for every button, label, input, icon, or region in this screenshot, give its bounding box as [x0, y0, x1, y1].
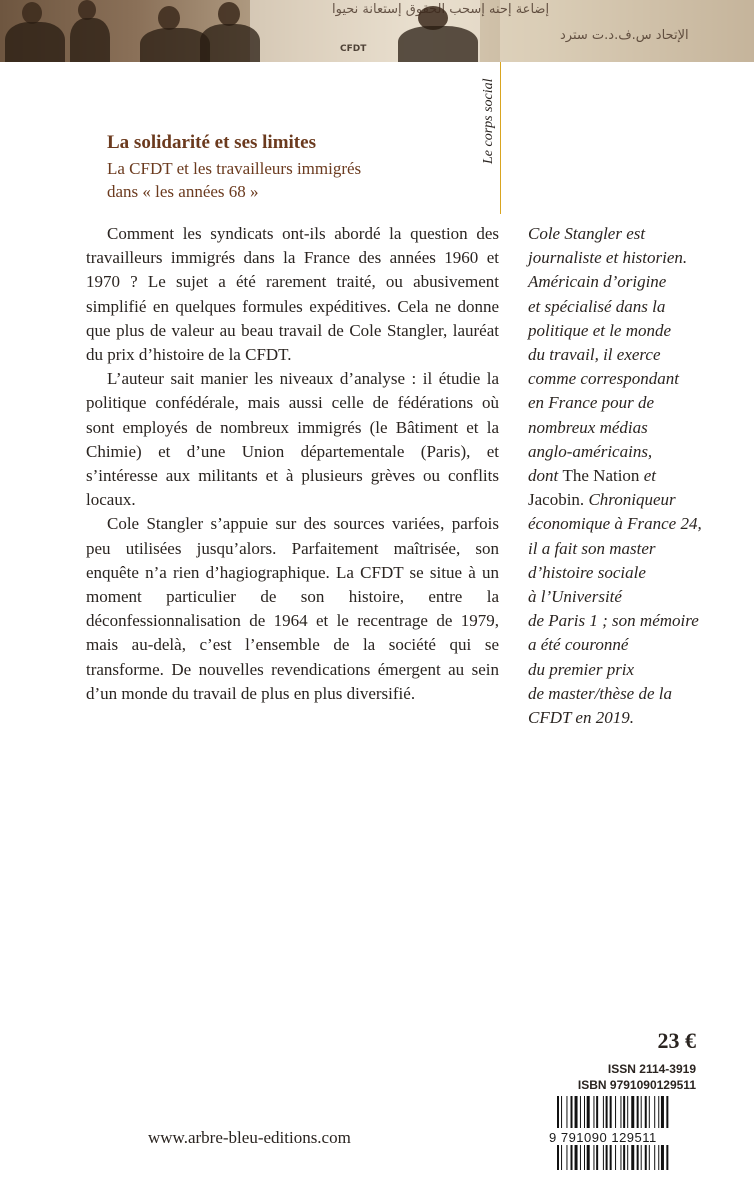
issn: ISSN 2114-3919	[607, 1062, 696, 1076]
bio-line: à l’Université	[528, 587, 622, 607]
subtitle-line: dans « les années 68 »	[107, 182, 259, 201]
bio-line: nombreux médias	[528, 417, 648, 437]
bio-line: a été couronné	[528, 635, 629, 655]
bio-line: économique à France 24,	[528, 514, 702, 534]
collection-divider	[500, 62, 501, 214]
arabic-sign-line-2: الإتحاد س.ف.د.ت سترد	[560, 28, 689, 43]
bio-line: anglo-américains,	[528, 441, 653, 461]
bio-line-publications	[528, 464, 728, 488]
publication-jacobin: Jacobin.	[528, 490, 585, 510]
book-subtitle	[107, 157, 467, 203]
bio-line: journaliste et historien.	[528, 248, 688, 268]
bio-line: comme correspondant	[528, 369, 679, 389]
book-title: La solidarité et ses limites	[107, 132, 316, 153]
author-bio	[528, 222, 728, 730]
subtitle-line: La CFDT et les travailleurs immigrés	[107, 159, 362, 178]
collection-name: Le corps social	[481, 78, 496, 164]
bio-line: Américain d’origine	[528, 272, 667, 292]
bio-dont: dont	[528, 466, 563, 486]
bio-line: de master/thèse de la	[528, 683, 672, 703]
bio-line: du premier prix	[528, 659, 635, 679]
bio-line: politique et le monde	[528, 320, 672, 340]
bio-line: d’histoire sociale	[528, 562, 646, 582]
bio-line: et spécialisé dans la	[528, 296, 666, 316]
bio-line: il a fait son master	[528, 538, 656, 558]
photo-cfdt-sign: CFDT	[340, 44, 367, 54]
book-description	[86, 222, 499, 706]
cover-photo	[0, 0, 754, 62]
bio-line: Cole Stangler est	[528, 224, 646, 243]
bio-line-jacobin	[528, 488, 728, 512]
bio-line: de Paris 1 ; son mémoire	[528, 611, 699, 631]
barcode-digits: 9 791090 129511	[549, 1128, 699, 1145]
publication-the-nation: The Nation	[562, 466, 640, 486]
publisher-website: www.arbre-bleu-editions.com	[148, 1128, 351, 1147]
bio-line: CFDT en 2019.	[528, 708, 634, 728]
bio-line: en France pour de	[528, 393, 655, 413]
isbn: ISBN 9791090129511	[577, 1078, 696, 1092]
bio-chroniqueur: Chroniqueur	[584, 490, 676, 510]
bio-line: du travail, il exerce	[528, 345, 661, 365]
bio-et: et	[639, 466, 656, 486]
arabic-sign-line-1: إضاعة إحنه إسحب الحقوق إستعانة نحيوا	[332, 2, 550, 17]
description-paragraph: L’auteur sait manier les niveaux d’analyse : il étudie la politique confédérale, mais aussi celle de fédérations où sont employés de nombreux immigrés (le Bâtiment et la Chimie) et d’une Union départementale (Paris), et s’intéresse aux militants et à plusieurs grèves ou conflits locaux.	[86, 369, 499, 510]
price: 23 €	[657, 1028, 696, 1053]
description-paragraph: Cole Stangler s’appuie sur des sources variées, parfois peu utilisées jusqu’alors. Parfaitement maîtrisée, son enquête n’a rien d’hagiographique. La CFDT se situe à un moment particulier de son histoire, entre la déconfessionnalisation de 1964 et le recentrage de 1979, mais au-delà, c’est l’ensemble de la société qui se transforme. De nouvelles revendications émergent au sein d’un monde du travail de plus en plus diversifié.	[86, 514, 499, 703]
description-paragraph: Comment les syndicats ont-ils abordé la question des travailleurs immigrés dans la France des années 1960 et 1970 ? Le sujet a été rarement traité, ou abusivement simplifié en quelques formules expéditives. Cela ne donne que plus de valeur au beau travail de Cole Stangler, lauréat du prix d’histoire de la CFDT.	[86, 224, 499, 365]
